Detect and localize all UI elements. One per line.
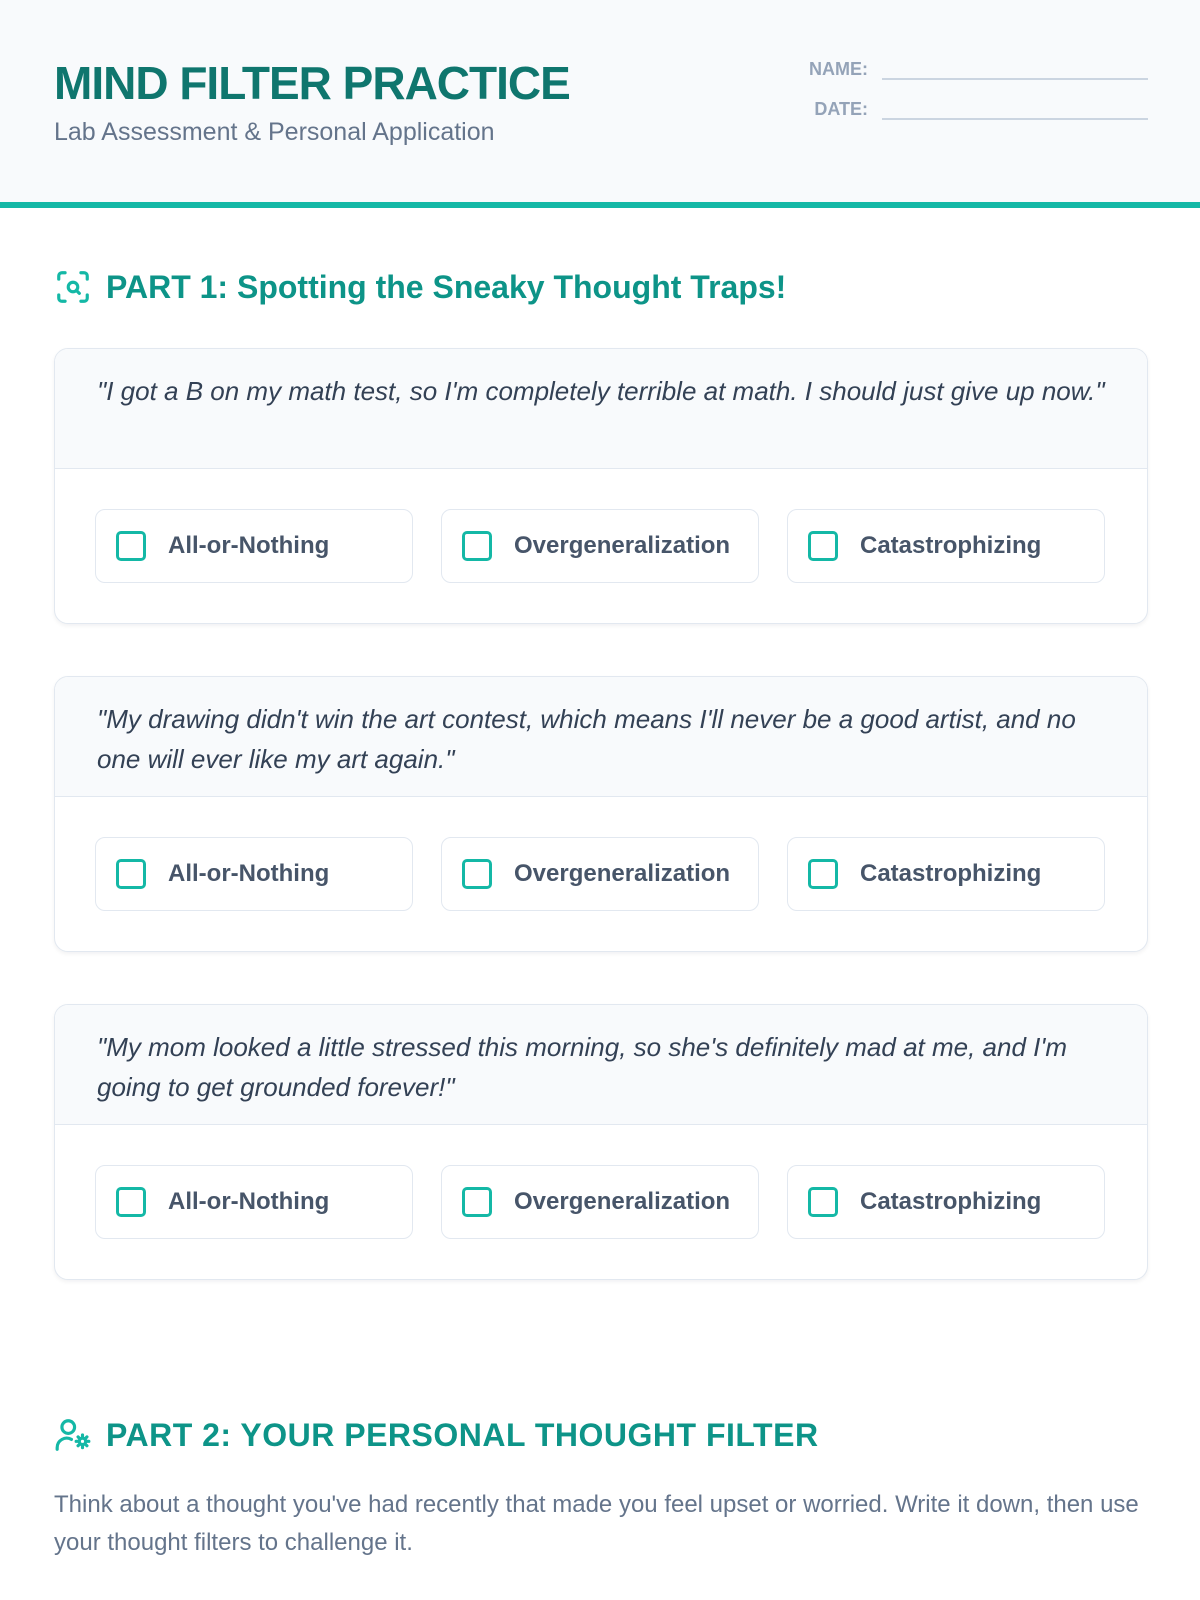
option-label: All-or-Nothing	[168, 532, 330, 559]
option-group	[55, 469, 1147, 583]
question-card-2	[54, 676, 1148, 952]
option-overgeneralization[interactable]	[441, 837, 759, 911]
option-label: All-or-Nothing	[168, 860, 330, 887]
option-label: All-or-Nothing	[168, 1188, 330, 1215]
part1-heading	[54, 268, 786, 306]
part2-title: PART 2: YOUR PERSONAL THOUGHT FILTER	[106, 1416, 819, 1453]
option-group	[55, 1125, 1147, 1239]
option-catastrophizing[interactable]	[787, 837, 1105, 911]
name-row	[780, 52, 1148, 80]
date-label: DATE:	[814, 99, 868, 119]
name-field[interactable]	[882, 52, 1148, 80]
date-row	[780, 92, 1148, 120]
checkbox[interactable]	[116, 1187, 146, 1217]
part1-title: PART 1: Spotting the Sneaky Thought Traps!	[106, 268, 787, 305]
checkbox[interactable]	[808, 859, 838, 889]
question-card-3	[54, 1004, 1148, 1280]
option-label: Catastrophizing	[860, 1188, 1042, 1215]
option-label: Overgeneralization	[514, 1188, 731, 1215]
option-label: Overgeneralization	[514, 860, 731, 887]
checkbox[interactable]	[462, 531, 492, 561]
checkbox[interactable]	[116, 531, 146, 561]
option-all-or-nothing[interactable]	[95, 837, 413, 911]
checkbox[interactable]	[116, 859, 146, 889]
checkbox[interactable]	[808, 1187, 838, 1217]
thought-quote: "I got a B on my math test, so I'm completely terrible at math. I should just give up now."	[55, 349, 1147, 469]
option-overgeneralization[interactable]	[441, 509, 759, 583]
thought-quote: "My drawing didn't win the art contest, which means I'll never be a good artist, and no one will ever like my art again."	[55, 677, 1147, 797]
part2-instructions: Think about a thought you've had recently that made you feel upset or worried. Write it down, then use your thought filters to challenge it.	[54, 1491, 1139, 1556]
name-label: NAME:	[809, 59, 868, 79]
option-label: Catastrophizing	[860, 860, 1042, 887]
checkbox[interactable]	[808, 531, 838, 561]
page-subtitle: Lab Assessment & Personal Application	[54, 118, 495, 146]
option-catastrophizing[interactable]	[787, 509, 1105, 583]
part2-heading	[54, 1416, 819, 1454]
question-card-1	[54, 348, 1148, 624]
checkbox[interactable]	[462, 1187, 492, 1217]
option-all-or-nothing[interactable]	[95, 509, 413, 583]
option-label: Catastrophizing	[860, 532, 1042, 559]
worksheet-header	[0, 0, 1200, 208]
checkbox[interactable]	[462, 859, 492, 889]
option-catastrophizing[interactable]	[787, 1165, 1105, 1239]
option-all-or-nothing[interactable]	[95, 1165, 413, 1239]
scan-search-icon	[54, 268, 92, 306]
page-title: MIND FILTER PRACTICE	[54, 57, 570, 109]
thought-quote: "My mom looked a little stressed this morning, so she's definitely mad at me, and I'm going to get grounded forever!"	[55, 1005, 1147, 1125]
user-gear-icon	[54, 1416, 92, 1454]
option-overgeneralization[interactable]	[441, 1165, 759, 1239]
date-field[interactable]	[882, 92, 1148, 120]
option-label: Overgeneralization	[514, 532, 731, 559]
option-group	[55, 797, 1147, 911]
